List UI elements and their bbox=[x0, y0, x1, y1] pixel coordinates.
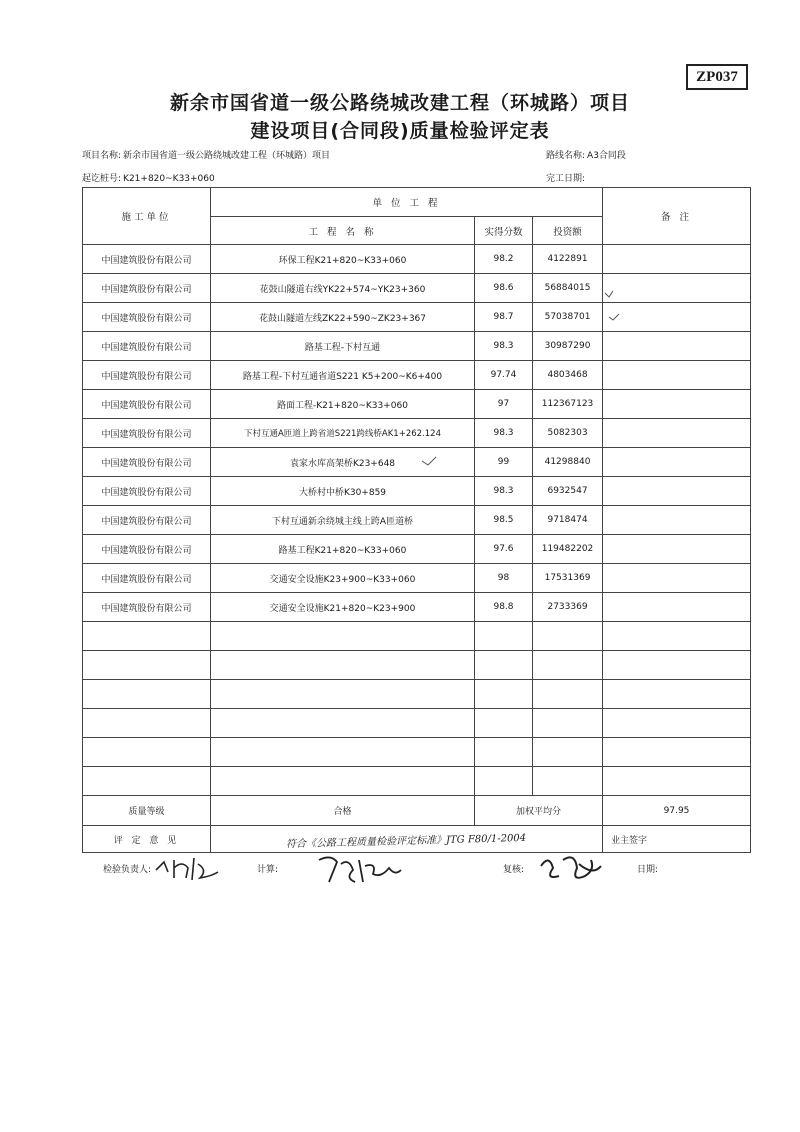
table-header-row bbox=[83, 188, 751, 217]
cell-project-name: 交通安全设施K23+900~K33+060 bbox=[211, 564, 475, 593]
completion-date-field bbox=[546, 171, 585, 184]
blank-row bbox=[83, 738, 751, 767]
cell-project-name: 环保工程K21+820~K33+060 bbox=[211, 245, 475, 274]
cell-project-name: 路面工程-K21+820~K33+060 bbox=[211, 390, 475, 419]
cell-investment: 112367123 bbox=[533, 390, 603, 419]
cell-investment: 2733369 bbox=[533, 593, 603, 622]
cell-score: 98.2 bbox=[475, 245, 533, 274]
table-row bbox=[83, 245, 751, 274]
col-header-unit-project: 单 位 工 程 bbox=[211, 188, 603, 217]
check-mark bbox=[420, 455, 440, 469]
cell-score: 97.74 bbox=[475, 361, 533, 390]
cell-score: 98.3 bbox=[475, 419, 533, 448]
weighted-average-label: 加权平均分 bbox=[475, 796, 603, 826]
blank-row bbox=[83, 709, 751, 738]
cell-unit: 中国建筑股份有限公司 bbox=[83, 332, 211, 361]
route-name-label: 路线名称: bbox=[546, 151, 586, 161]
opinion-row bbox=[83, 826, 751, 853]
cell-project-name: 路基工程-下村互通 bbox=[211, 332, 475, 361]
project-name-value: 新余市国省道一级公路绕城改建工程（环城路）项目 bbox=[123, 151, 331, 161]
cell-project-name: 路基工程-下村互通省道S221 K5+200~K6+400 bbox=[211, 361, 475, 390]
cell-score: 98.5 bbox=[475, 506, 533, 535]
cell-project-name: 大桥村中桥K30+859 bbox=[211, 477, 475, 506]
blank-row bbox=[83, 680, 751, 709]
cell-investment: 5082303 bbox=[533, 419, 603, 448]
table-row bbox=[83, 303, 751, 332]
col-header-unit: 施工单位 bbox=[83, 188, 211, 245]
cell-unit: 中国建筑股份有限公司 bbox=[83, 477, 211, 506]
cell-unit: 中国建筑股份有限公司 bbox=[83, 361, 211, 390]
check-marks bbox=[603, 283, 625, 323]
cell-unit: 中国建筑股份有限公司 bbox=[83, 390, 211, 419]
cell-investment: 30987290 bbox=[533, 332, 603, 361]
cell-score: 97.6 bbox=[475, 535, 533, 564]
cell-remark bbox=[603, 506, 751, 535]
cell-project-name: 袁家水库高架桥K23+648 bbox=[211, 448, 475, 477]
calculator-signature bbox=[315, 848, 405, 888]
cell-remark bbox=[603, 477, 751, 506]
table-row bbox=[83, 361, 751, 390]
reviewer-signature bbox=[535, 846, 605, 890]
opinion-label: 评 定 意 见 bbox=[83, 826, 211, 853]
cell-investment: 56884015 bbox=[533, 274, 603, 303]
cell-unit: 中国建筑股份有限公司 bbox=[83, 448, 211, 477]
opinion-text: 符合《公路工程质量检验评定标准》JTG F80/1-2004 bbox=[286, 832, 527, 850]
route-name-field bbox=[546, 148, 626, 161]
route-name-value: A3合同段 bbox=[587, 151, 626, 161]
table-row bbox=[83, 593, 751, 622]
cell-investment: 119482202 bbox=[533, 535, 603, 564]
quality-grade-label: 质量等级 bbox=[83, 796, 211, 826]
cell-unit: 中国建筑股份有限公司 bbox=[83, 535, 211, 564]
cell-score: 98.6 bbox=[475, 274, 533, 303]
cell-score: 98.7 bbox=[475, 303, 533, 332]
cell-unit: 中国建筑股份有限公司 bbox=[83, 593, 211, 622]
col-header-project-name: 工 程 名 称 bbox=[211, 217, 475, 245]
cell-score: 98.3 bbox=[475, 477, 533, 506]
cell-unit: 中国建筑股份有限公司 bbox=[83, 245, 211, 274]
cell-project-name: 下村互通新余绕城主线上跨A匝道桥 bbox=[211, 506, 475, 535]
quality-grade-value: 合格 bbox=[211, 796, 475, 826]
cell-project-name: 下村互通A匝道上跨省道S221跨线桥AK1+262.124 bbox=[211, 419, 475, 448]
inspector-signature bbox=[152, 850, 222, 884]
table-row bbox=[83, 419, 751, 448]
cell-unit: 中国建筑股份有限公司 bbox=[83, 564, 211, 593]
owner-signature-label: 业主签字 bbox=[611, 835, 648, 846]
table-row bbox=[83, 506, 751, 535]
blank-row bbox=[83, 622, 751, 651]
cell-unit: 中国建筑股份有限公司 bbox=[83, 419, 211, 448]
cell-project-name: 路基工程K21+820~K33+060 bbox=[211, 535, 475, 564]
table-row bbox=[83, 390, 751, 419]
table-row bbox=[83, 448, 751, 477]
cell-unit: 中国建筑股份有限公司 bbox=[83, 303, 211, 332]
cell-investment: 17531369 bbox=[533, 564, 603, 593]
cell-project-name: 交通安全设施K21+820~K23+900 bbox=[211, 593, 475, 622]
cell-score: 98 bbox=[475, 564, 533, 593]
cell-remark bbox=[603, 535, 751, 564]
cell-score: 99 bbox=[475, 448, 533, 477]
cell-remark bbox=[603, 564, 751, 593]
project-name-field bbox=[82, 148, 330, 161]
blank-row bbox=[83, 651, 751, 680]
date-label: 日期: bbox=[637, 865, 659, 875]
cell-investment: 4803468 bbox=[533, 361, 603, 390]
cell-remark bbox=[603, 332, 751, 361]
cell-remark bbox=[603, 419, 751, 448]
cell-investment: 4122891 bbox=[533, 245, 603, 274]
inspector-signature-label: 检验负责人: bbox=[103, 865, 152, 875]
cell-remark bbox=[603, 593, 751, 622]
document-code: ZP037 bbox=[686, 64, 748, 90]
chainage-field bbox=[82, 171, 215, 184]
cell-investment: 6932547 bbox=[533, 477, 603, 506]
col-header-investment: 投资额 bbox=[533, 217, 603, 245]
cell-investment: 57038701 bbox=[533, 303, 603, 332]
table-row bbox=[83, 274, 751, 303]
reviewer-signature-label: 复核: bbox=[503, 865, 525, 875]
cell-remark bbox=[603, 448, 751, 477]
cell-score: 97 bbox=[475, 390, 533, 419]
weighted-average-value: 97.95 bbox=[603, 796, 751, 826]
cell-score: 98.3 bbox=[475, 332, 533, 361]
chainage-label: 起讫桩号: bbox=[82, 174, 122, 184]
cell-investment: 9718474 bbox=[533, 506, 603, 535]
table-row bbox=[83, 477, 751, 506]
cell-remark bbox=[603, 245, 751, 274]
col-header-remark: 备 注 bbox=[603, 188, 751, 245]
cell-remark bbox=[603, 361, 751, 390]
cell-score: 98.8 bbox=[475, 593, 533, 622]
table-row bbox=[83, 564, 751, 593]
page-title: 新余市国省道一级公路绕城改建工程（环城路）项目 bbox=[169, 92, 630, 114]
cell-unit: 中国建筑股份有限公司 bbox=[83, 506, 211, 535]
cell-investment: 41298840 bbox=[533, 448, 603, 477]
col-header-score: 实得分数 bbox=[475, 217, 533, 245]
cell-project-name: 花鼓山隧道右线YK22+574~YK23+360 bbox=[211, 274, 475, 303]
blank-row bbox=[83, 767, 751, 796]
quality-grade-row bbox=[83, 796, 751, 826]
table-row bbox=[83, 535, 751, 564]
page-subtitle: 建设项目(合同段)质量检验评定表 bbox=[250, 120, 550, 142]
calculator-signature-label: 计算: bbox=[257, 865, 279, 875]
quality-evaluation-table bbox=[82, 187, 751, 853]
cell-project-name: 花鼓山隧道左线ZK22+590~ZK23+367 bbox=[211, 303, 475, 332]
table-row bbox=[83, 332, 751, 361]
cell-unit: 中国建筑股份有限公司 bbox=[83, 274, 211, 303]
chainage-value: K21+820~K33+060 bbox=[123, 174, 215, 184]
completion-date-label: 完工日期: bbox=[546, 174, 586, 184]
cell-remark bbox=[603, 390, 751, 419]
owner-signature-cell bbox=[603, 826, 751, 853]
project-name-label: 项目名称: bbox=[82, 151, 122, 161]
